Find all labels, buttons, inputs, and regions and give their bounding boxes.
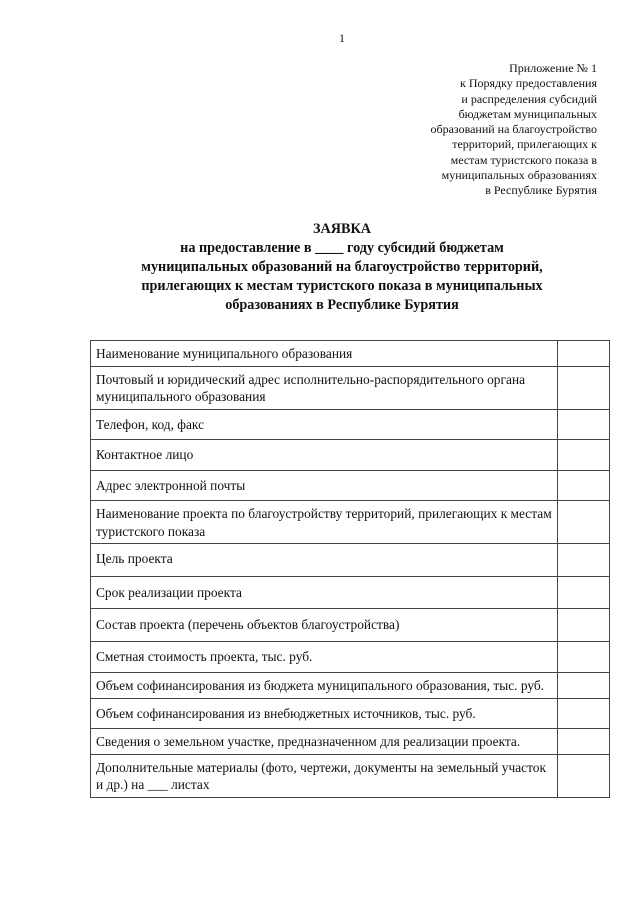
appendix-line: образований на благоустройство — [430, 122, 597, 137]
table-row — [91, 366, 610, 409]
table-row — [91, 698, 610, 729]
title-line: муниципальных образований на благоустройство территорий, — [141, 259, 543, 275]
appendix-line: в Республике Бурятия — [485, 183, 597, 198]
field-label: Телефон, код, факс — [91, 409, 558, 440]
field-value-cell[interactable] — [558, 698, 610, 729]
field-label: Контактное лицо — [91, 440, 558, 471]
table-row — [91, 673, 610, 699]
field-value-cell[interactable] — [558, 440, 610, 471]
table-row — [91, 641, 610, 673]
table-row — [91, 609, 610, 642]
field-label: Состав проекта (перечень объектов благоустройства) — [91, 609, 558, 642]
field-label: Почтовый и юридический адрес исполнительно-распорядительного органа муниципального образования — [91, 366, 558, 409]
field-label: Сметная стоимость проекта, тыс. руб. — [91, 641, 558, 673]
field-value-cell[interactable] — [558, 729, 610, 755]
field-label: Адрес электронной почты — [91, 470, 558, 501]
appendix-line: к Порядку предоставления — [459, 76, 597, 91]
field-value-cell[interactable] — [558, 673, 610, 699]
field-label: Объем софинансирования из внебюджетных источников, тыс. руб. — [91, 698, 558, 729]
document-title — [100, 220, 584, 315]
application-form-table — [90, 340, 610, 798]
title-line: образованиях в Республике Бурятия — [225, 297, 459, 313]
field-value-cell[interactable] — [558, 544, 610, 577]
table-row — [91, 544, 610, 577]
field-value-cell[interactable] — [558, 341, 610, 367]
appendix-line: местам туристского показа в — [450, 152, 597, 167]
field-value-cell[interactable] — [558, 576, 610, 609]
table-row — [91, 470, 610, 501]
field-value-cell[interactable] — [558, 409, 610, 440]
appendix-note — [387, 61, 597, 199]
field-value-cell[interactable] — [558, 366, 610, 409]
appendix-line: бюджетам муниципальных — [458, 106, 597, 121]
appendix-line: муниципальных образованиях — [441, 168, 597, 183]
field-label: Дополнительные материалы (фото, чертежи, документы на земельный участок и др.) на ___ листах — [91, 754, 558, 797]
title-line: прилегающих к местам туристского показа в муниципальных — [141, 278, 543, 294]
field-label: Цель проекта — [91, 544, 558, 577]
appendix-line: территорий, прилегающих к — [452, 137, 597, 152]
field-value-cell[interactable] — [558, 609, 610, 642]
table-row — [91, 341, 610, 367]
table-row — [91, 754, 610, 797]
field-label: Наименование проекта по благоустройству территорий, прилегающих к местам туристского показа — [91, 501, 558, 544]
table-row — [91, 576, 610, 609]
appendix-line: Приложение № 1 — [509, 61, 597, 75]
title-line: на предоставление в ____ году субсидий бюджетам — [180, 240, 504, 256]
table-row — [91, 409, 610, 440]
table-row — [91, 440, 610, 471]
field-value-cell[interactable] — [558, 641, 610, 673]
table-row — [91, 501, 610, 544]
field-label: Наименование муниципального образования — [91, 341, 558, 367]
table-row — [91, 729, 610, 755]
field-value-cell[interactable] — [558, 501, 610, 544]
field-label: Срок реализации проекта — [91, 576, 558, 609]
field-label: Сведения о земельном участке, предназначенном для реализации проекта. — [91, 729, 558, 755]
field-value-cell[interactable] — [558, 470, 610, 501]
appendix-line: и распределения субсидий — [461, 91, 597, 106]
field-value-cell[interactable] — [558, 754, 610, 797]
title-heading: ЗАЯВКА — [313, 221, 371, 237]
page-number: 1 — [339, 31, 345, 45]
field-label: Объем софинансирования из бюджета муниципального образования, тыс. руб. — [91, 673, 558, 699]
